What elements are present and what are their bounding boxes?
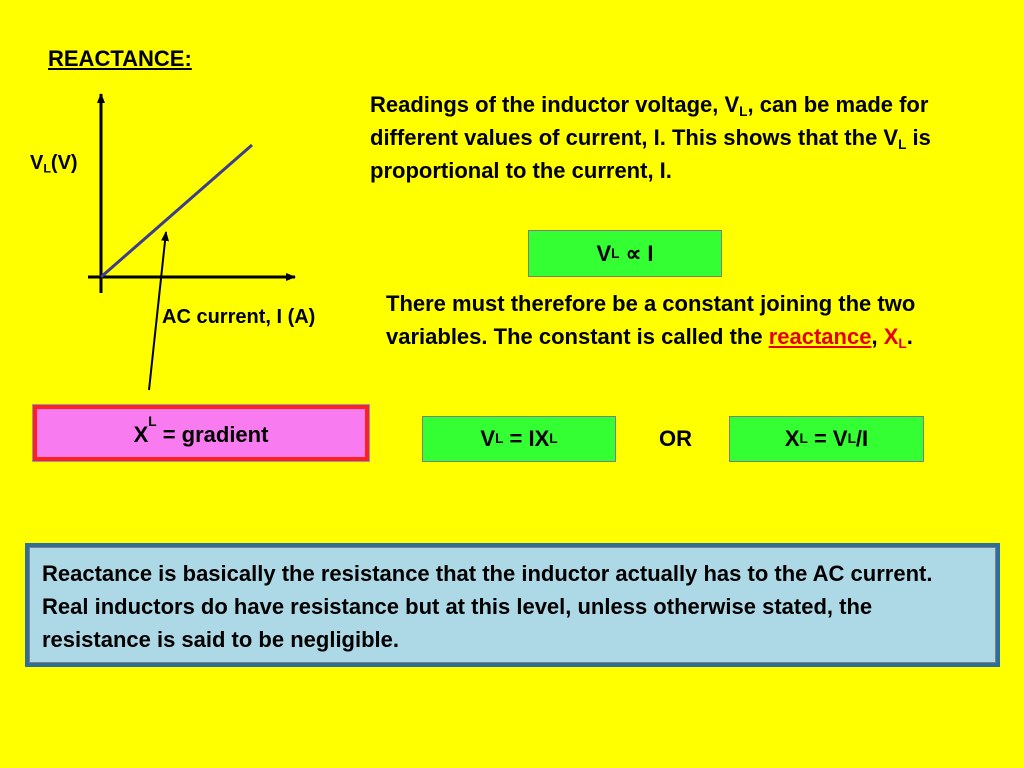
vi-graph [0, 0, 370, 400]
x-axis-label: AC current, I (A) [162, 306, 316, 328]
explain-paragraph: There must therefore be a constant joining the two variables. The constant is called the reactance, $X_L$. [386, 291, 916, 351]
or-label: OR [659, 426, 692, 451]
gradient-box-inner: X L = gradient [37, 409, 365, 457]
note-box [25, 543, 1000, 667]
reactance-term: reactance [768, 324, 872, 349]
reactance-symbol: $X_L$ [883, 324, 907, 351]
note-text: Reactance is basically the resistance that the inductor actually has to the AC current. Real inductors do have resistance but at this level, unless otherwise stated, the resistance is said to be negligible. [29, 547, 996, 663]
formula-reactance-box: X L = V L /I [729, 416, 924, 462]
gradient-box [32, 404, 370, 462]
intro-paragraph: Readings of the inductor voltage, $V_L$, can be made for different values of current, I. This shows that the $V_L$ is proportional to the current, I. [370, 92, 931, 183]
formula-voltage-box: V L = IX L [422, 416, 616, 462]
y-axis-label: $V_L(V)$ [30, 152, 78, 176]
proportional-line [101, 145, 252, 277]
slide-title: REACTANCE: [48, 46, 192, 71]
proportionality-box: V L ∝ I [528, 230, 722, 277]
